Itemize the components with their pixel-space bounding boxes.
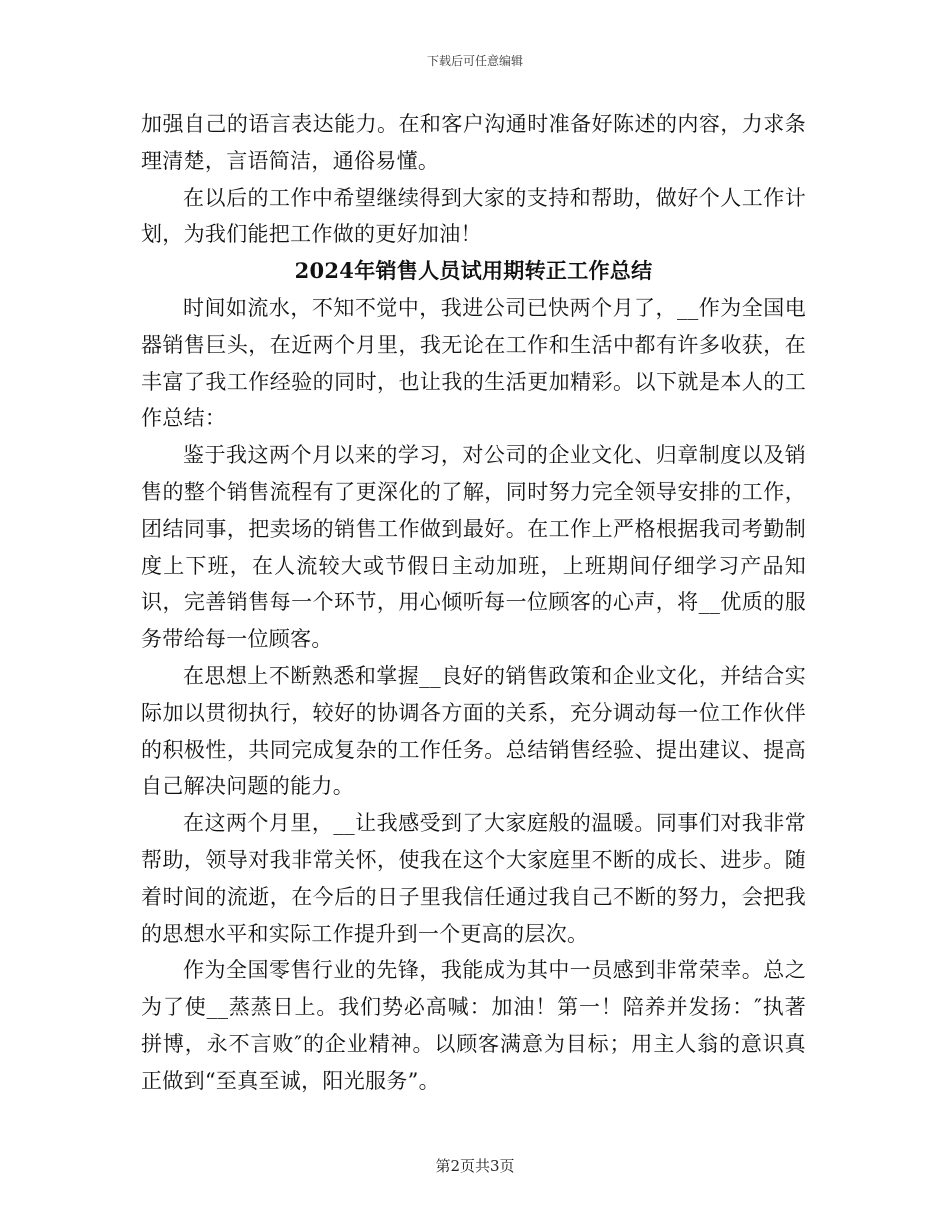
section-title: 2024年销售人员试用期转正工作总结	[294, 258, 653, 284]
paragraph: 在这两个月里，__让我感受到了大家庭般的温暖。同事们对我非常帮助，领导对我非常关怀，使我在这个大家庭里不断的成长、进步。随着时间的流逝，在今后的日子里我信任通过我自己不断的努力，会把我的思想水平和实际工作提升到一个更高的层次。	[141, 811, 806, 946]
paragraph: 在思想上不断熟悉和掌握__良好的销售政策和企业文化，并结合实际加以贯彻执行，较好的协调各方面的关系，充分调动每一位工作伙伴的积极性，共同完成复杂的工作任务。总结销售经验、提出建议、提高自己解决问题的能力。	[141, 663, 806, 799]
paragraph: 作为全国零售行业的先锋，我能成为其中一员感到非常荣幸。总之为了使__蒸蒸日上。我们势必高喊：加油！第一！陪养并发扬：″执著拼博，永不言败″的企业精神。以顾客满意为目标；用主人翁的意识真正做到“至真至诚，阳光服务”。	[141, 958, 806, 1093]
paragraph: 在以后的工作中希望继续得到大家的支持和帮助，做好个人工作计划，为我们能把工作做的更好加油！	[141, 185, 806, 247]
document-body	[141, 106, 806, 1100]
paragraph-continued: 加强自己的语言表达能力。在和客户沟通时准备好陈述的内容，力求条理清楚，言语简洁，通俗易懂。	[141, 112, 806, 173]
header-note: 下载后可任意编辑	[426, 54, 523, 68]
paragraph: 鉴于我这两个月以来的学习，对公司的企业文化、归章制度以及销售的整个销售流程有了更深化的了解，同时努力完全领导安排的工作，团结同事，把卖场的销售工作做到最好。在工作上严格根据我司考勤制度上下班，在人流较大或节假日主动加班，上班期间仔细学习产品知识，完善销售每一个环节，用心倾听每一位顾客的心声，将__优质的服务带给每一位顾客。	[141, 443, 806, 652]
paragraph: 时间如流水，不知不觉中，我进公司已快两个月了，__作为全国电器销售巨头，在近两个月里，我无论在工作和生活中都有许多收获，在丰富了我工作经验的同时，也让我的生活更加精彩。以下就是本人的工作总结：	[141, 295, 806, 431]
page-number-footer: 第2页共3页	[435, 1157, 515, 1175]
